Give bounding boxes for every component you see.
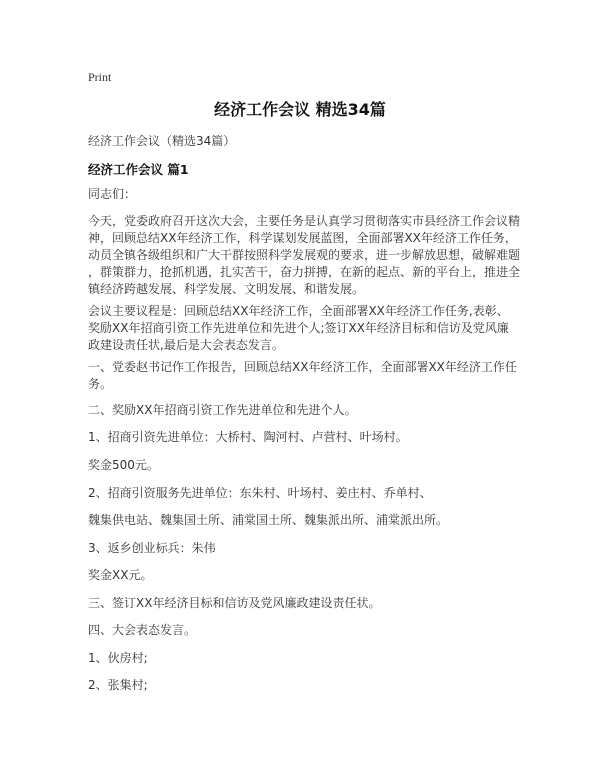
document-title: 经济工作会议 精选34篇: [214, 100, 386, 119]
agenda-line: 会议主要议程是：回顾总结XX年经济工作，全面部署XX年经济工作任务,表彰、: [88, 304, 509, 318]
section-heading: 经济工作会议 篇1: [88, 162, 189, 177]
intro-line: 动员全镇各级组织和广大干群按照科学发展观的要求，进一步解放思想，破解难题: [88, 248, 521, 262]
agenda-item-1: [88, 359, 518, 393]
agenda-paragraph: [88, 303, 518, 354]
print-label[interactable]: Print: [88, 70, 112, 84]
agenda-item-3: 三、签订XX年经济目标和信访及党风廉政建设责任状。: [88, 596, 381, 610]
agenda-item-2: 二、奖励XX年招商引资工作先进单位和先进个人。: [88, 403, 357, 417]
reward-line-1: 奖金500元。: [88, 458, 159, 472]
agenda-line: 奖励XX年招商引资工作先进单位和先进个人;签订XX年经济目标和信访及党风廉: [88, 321, 509, 335]
agenda-item-4: 四、大会表态发言。: [88, 623, 197, 637]
agenda-item-2-1: 1、招商引资先进单位：大桥村、陶河村、卢营村、叶场村。: [88, 430, 408, 444]
item1-line: 一、党委赵书记作工作报告，回顾总结XX年经济工作，全面部署XX年经济工作任: [88, 360, 517, 374]
intro-line: 镇经济跨越发展、科学发展、文明发展、和谐发展。: [88, 282, 365, 296]
agenda-item-2-2: 2、招商引资服务先进单位：东朱村、叶场村、姜庄村、乔单村、: [88, 486, 432, 500]
greeting: 同志们：: [88, 187, 137, 201]
agenda-item-4-2: 2、张集村;: [88, 678, 148, 692]
agenda-line: 政建设责任状,最后是大会表态发言。: [88, 338, 284, 352]
agenda-item-2-2-continued: 魏集供电站、魏集国土所、浦棠国土所、魏集派出所、浦棠派出所。: [88, 513, 449, 527]
item1-line: 务。: [88, 377, 113, 391]
document-subtitle: 经济工作会议（精选34篇）: [88, 134, 236, 148]
intro-paragraph: [88, 213, 521, 298]
intro-line: 今天，党委政府召开这次大会，主要任务是认真学习贯彻落实市县经济工作会议精: [88, 214, 521, 228]
agenda-item-4-1: 1、伙房村;: [88, 651, 148, 665]
agenda-item-2-3: 3、返乡创业标兵：朱伟: [88, 541, 216, 555]
intro-line: ，群策群力，抢抓机遇，扎实苦干，奋力拼搏，在新的起点、新的平台上，推进全: [88, 265, 521, 279]
reward-line-2: 奖金XX元。: [88, 568, 153, 582]
intro-line: 神，回顾总结XX年经济工作，科学谋划发展蓝图，全面部署XX年经济工作任务，: [88, 231, 517, 245]
